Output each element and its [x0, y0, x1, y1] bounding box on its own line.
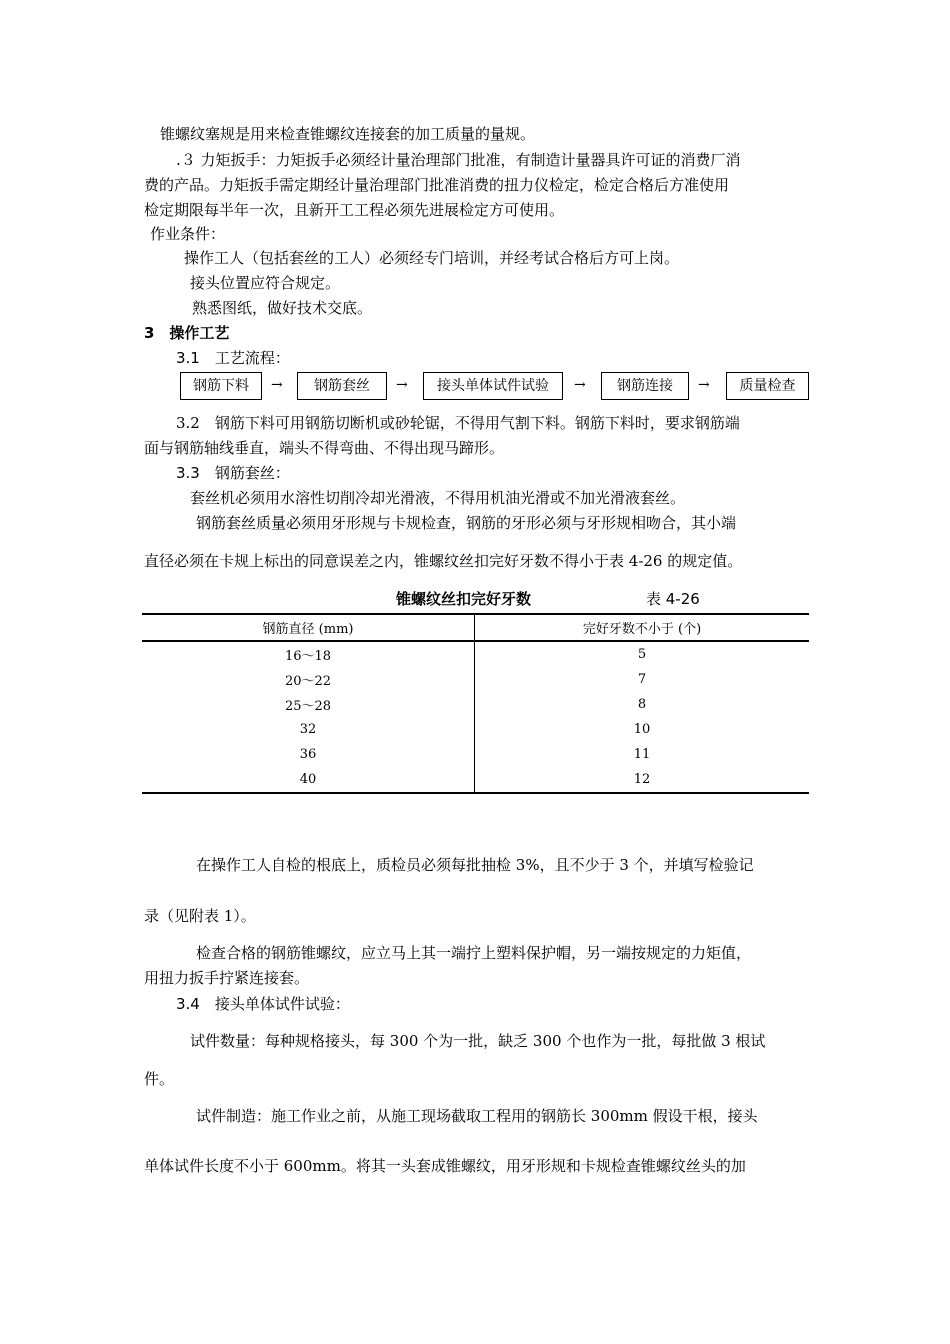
- flow-arrow-icon: →: [574, 377, 586, 393]
- section-3-3-heading: 3.3 钢筋套丝：: [176, 464, 290, 482]
- table-number: 表 4-26: [646, 590, 700, 608]
- header-min-threads: 完好牙数不小于 (个): [475, 614, 810, 641]
- section-3-2-line2: 面与钢筋轴线垂直，端头不得弯曲、不得出现马蹄形。: [144, 439, 505, 457]
- specimen-quantity-line1: 试件数量：每种规格接头，每 300 个为一批，缺乏 300 个也作为一批，每批做 3 根试: [190, 1032, 766, 1050]
- cell-threads: 12: [475, 767, 810, 793]
- inspection-line1: 在操作工人自检的根底上，质检员必须每批抽检 3%，且不少于 3 个，并填写检验记: [196, 856, 754, 874]
- gauge-note: 锥螺纹塞规是用来检查锥螺纹连接套的加工质量的量规。: [160, 125, 536, 143]
- section-3-2-line1: 3.2 钢筋下料可用钢筋切断机或砂轮锯，不得用气割下料。钢筋下料时，要求钢筋端: [176, 414, 740, 432]
- section-3-3-para2-line2: 直径必须在卡规上标出的同意误差之内，锥螺纹丝扣完好牙数不得小于表 4-26 的规定值。: [144, 552, 743, 570]
- table-row: [142, 767, 809, 793]
- wrench-text-line2: 费的产品。力矩扳手需定期经计量治理部门批准消费的扭力仪检定，检定合格后方准使用: [144, 176, 730, 194]
- table-row: [142, 742, 809, 767]
- cell-threads: 7: [637, 672, 647, 687]
- flow-step-inspection: 质量检查: [726, 372, 809, 400]
- header-bar-diameter: 钢筋直径 (mm): [142, 614, 475, 641]
- specimen-quantity-line2: 件。: [144, 1070, 175, 1088]
- flow-step-cutting: 钢筋下料: [180, 372, 262, 400]
- section-3-4-heading: 3.4 接头单体试件试验：: [176, 995, 350, 1013]
- condition-item-1: 操作工人（包括套丝的工人）必须经专门培训，并经考试合格后方可上岗。: [184, 249, 680, 267]
- flow-arrow-icon: →: [698, 377, 710, 393]
- thread-count-table: [142, 613, 809, 794]
- specimen-making-line1: 试件制造：施工作业之前，从施工现场截取工程用的钢筋长 300mm 假设干根，接头: [196, 1107, 758, 1125]
- flow-arrow-icon: →: [396, 377, 408, 393]
- section-3-3-para2-line1: 钢筋套丝质量必须用牙形规与卡规检查，钢筋的牙形必须与牙形规相吻合，其小端: [196, 514, 737, 532]
- flow-arrow-icon: →: [271, 377, 283, 393]
- cell-threads: 8: [637, 697, 647, 712]
- table-row: [142, 692, 809, 717]
- flow-step-connection: 钢筋连接: [601, 372, 689, 400]
- inspection-line2: 录（见附表 1）。: [144, 907, 256, 925]
- specimen-making-line2: 单体试件长度不小于 600mm。将其一头套成锥螺纹，用牙形规和卡规检查锥螺纹丝头的加: [144, 1157, 746, 1175]
- cell-diameter: 25～28: [142, 692, 475, 717]
- protection-line1: 检查合格的钢筋锥螺纹，应立马上其一端拧上塑料保护帽，另一端按规定的力矩值，: [196, 944, 752, 962]
- table-header-row: [142, 614, 809, 641]
- cell-diameter: 20～22: [142, 667, 475, 692]
- wrench-text-line1: .３ 力矩扳手：力矩扳手必须经计量治理部门批准，有制造计量器具许可证的消费厂消: [176, 151, 741, 169]
- conditions-title: 作业条件：: [150, 225, 226, 243]
- cell-threads: 5: [637, 647, 647, 662]
- cell-diameter: 36: [142, 742, 475, 767]
- cell-diameter: 40: [142, 767, 475, 793]
- protection-line2: 用扭力扳手拧紧连接套。: [144, 969, 310, 987]
- flow-step-specimen-test: 接头单体试件试验: [423, 372, 563, 400]
- section-3-3-para1: 套丝机必须用水溶性切削冷却光滑液，不得用机油光滑或不加光滑液套丝。: [190, 489, 686, 507]
- table-row: [142, 717, 809, 742]
- table-row: [142, 641, 809, 667]
- section-3-heading: 3 操作工艺: [144, 324, 230, 342]
- condition-item-3: 熟悉图纸，做好技术交底。: [192, 299, 373, 317]
- condition-item-2: 接头位置应符合规定。: [190, 274, 341, 292]
- section-3-1-heading: 3.1 工艺流程：: [176, 349, 290, 367]
- table-row: [142, 667, 809, 692]
- cell-threads: 10: [633, 722, 651, 737]
- flow-step-threading: 钢筋套丝: [297, 372, 387, 400]
- cell-diameter: 32: [142, 717, 475, 742]
- cell-diameter: 16～18: [142, 641, 475, 667]
- wrench-text-line3: 检定期限每半年一次，且新开工工程必须先进展检定方可使用。: [144, 201, 565, 219]
- cell-threads: 11: [633, 747, 651, 762]
- table-caption: 锥螺纹丝扣完好牙数: [396, 590, 532, 608]
